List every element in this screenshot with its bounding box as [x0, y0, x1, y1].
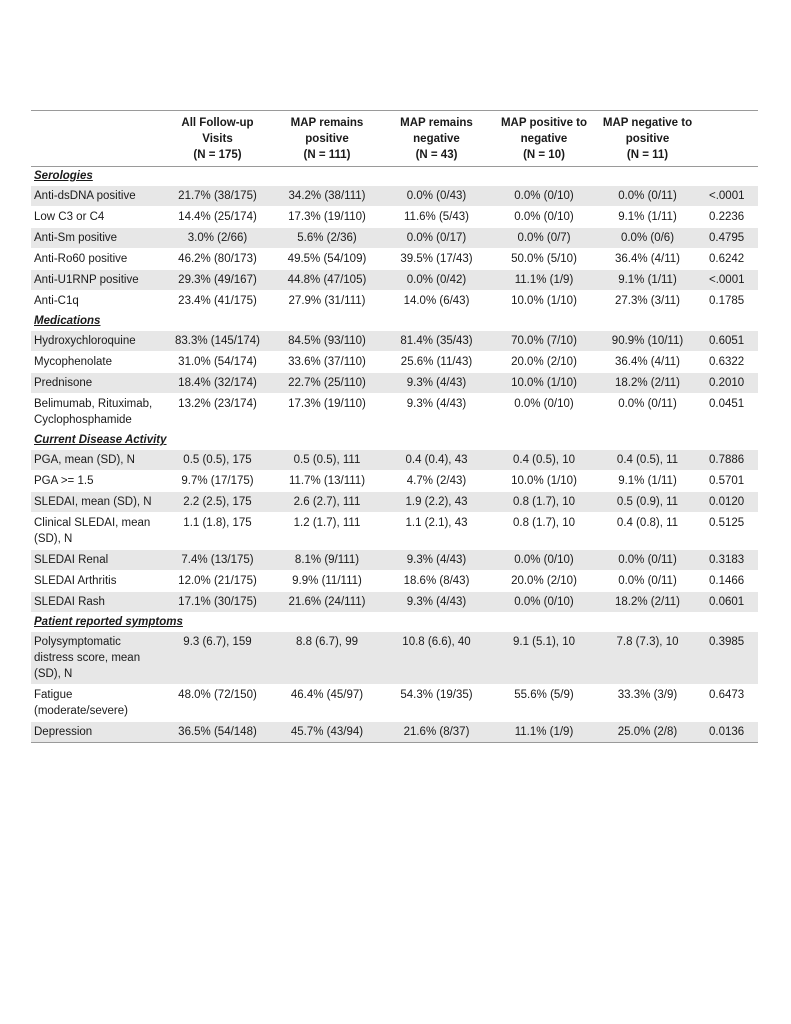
- row-label: Mycophenolate: [34, 356, 112, 368]
- row-label: Belimumab, Rituximab, Cyclophosphamide: [34, 398, 153, 426]
- table-cell-col-5: 90.9% (10/11): [598, 331, 697, 352]
- table-cell-col-3: 39.5% (17/43): [400, 253, 473, 265]
- table-cell-col-4: 0.0% (0/10): [490, 592, 598, 613]
- table-cell-col-2: 46.4% (45/97): [290, 689, 364, 701]
- table-cell-col-5: 9.1% (1/11): [618, 211, 677, 223]
- table-cell-col-5: 25.0% (2/8): [598, 722, 697, 743]
- column-header-line: negative: [520, 133, 568, 145]
- table-row: [31, 352, 758, 373]
- table-cell-col-2: 33.6% (37/110): [288, 356, 366, 368]
- p-value-cell: 0.0451: [709, 398, 745, 410]
- table-cell-col-3: 9.3% (4/43): [383, 373, 490, 394]
- table-cell-col-4: 20.0% (2/10): [511, 575, 577, 587]
- table-cell-col-4: 11.1% (1/9): [490, 722, 598, 743]
- column-header-5: [598, 111, 697, 167]
- row-label: Prednisone: [31, 373, 164, 394]
- table-row: [31, 331, 758, 352]
- column-header-line: Visits: [202, 133, 233, 145]
- column-header-2: [271, 111, 383, 167]
- table-cell-col-4: 10.0% (1/10): [490, 373, 598, 394]
- table-row: [31, 373, 758, 394]
- table-cell-col-5: 36.4% (4/11): [615, 356, 680, 368]
- table-cell-col-2: 84.5% (93/110): [271, 331, 383, 352]
- table-cell-col-2: 1.2 (1.7), 111: [293, 517, 361, 529]
- table-cell-col-3: 1.9 (2.2), 43: [383, 492, 490, 513]
- column-header-line: MAP remains: [290, 117, 364, 129]
- table-cell-col-5: 0.5 (0.9), 11: [598, 492, 697, 513]
- table-cell-col-1: 1.1 (1.8), 175: [183, 517, 252, 529]
- column-header-line: MAP negative to: [602, 117, 693, 129]
- table-cell-col-4: 0.0% (0/10): [514, 211, 574, 223]
- table-cell-col-4: 55.6% (5/9): [514, 689, 574, 701]
- table-cell-col-5: 0.0% (0/11): [598, 186, 697, 207]
- table-cell-col-3: 1.1 (2.1), 43: [405, 517, 468, 529]
- table-row: [31, 249, 758, 270]
- table-cell-col-3: 0.0% (0/43): [383, 186, 490, 207]
- column-header-line: negative: [413, 133, 460, 145]
- row-label: Fatigue (moderate/severe): [34, 689, 128, 717]
- p-value-cell: 0.5125: [709, 517, 745, 529]
- table-cell-col-1: 2.2 (2.5), 175: [164, 492, 271, 513]
- table-row: [31, 186, 758, 207]
- table-cell-col-5: 0.0% (0/11): [598, 550, 697, 571]
- column-header-line: MAP remains: [400, 117, 473, 129]
- table-row: [31, 394, 758, 431]
- p-value-cell: 0.2236: [709, 211, 745, 223]
- table-cell-col-1: 17.1% (30/175): [164, 592, 271, 613]
- results-table-container: [31, 110, 758, 743]
- row-label: SLEDAI Rash: [31, 592, 164, 613]
- table-cell-col-2: 27.9% (31/111): [288, 295, 366, 307]
- table-cell-col-1: 3.0% (2/66): [164, 228, 271, 249]
- table-cell-col-4: 20.0% (2/10): [511, 356, 577, 368]
- table-cell-col-2: 22.7% (25/110): [271, 373, 383, 394]
- table-cell-col-5: 9.1% (1/11): [598, 270, 697, 291]
- p-value-cell: 0.6051: [697, 331, 758, 352]
- table-cell-col-2: 21.6% (24/111): [271, 592, 383, 613]
- column-header-line: MAP positive to: [500, 117, 588, 129]
- table-cell-col-2: 5.6% (2/36): [271, 228, 383, 249]
- section-title: Medications: [34, 315, 101, 327]
- table-header: [31, 111, 758, 167]
- p-value-cell: <.0001: [697, 270, 758, 291]
- table-cell-col-3: 9.3% (4/43): [383, 550, 490, 571]
- row-label: Polysymptomatic distress score, mean (SD), N: [31, 632, 164, 685]
- table-row: [31, 685, 758, 722]
- column-header-line: (N = 175): [193, 149, 242, 161]
- table-row: [31, 471, 758, 492]
- table-cell-col-1: 83.3% (145/174): [164, 331, 271, 352]
- results-table: [31, 110, 758, 743]
- table-cell-col-1: 18.4% (32/174): [164, 373, 271, 394]
- table-cell-col-4: 0.8 (1.7), 10: [512, 517, 575, 529]
- table-cell-col-4: 0.8 (1.7), 10: [490, 492, 598, 513]
- table-row: [31, 270, 758, 291]
- table-cell-col-2: 9.9% (11/111): [292, 575, 362, 587]
- table-cell-col-3: 21.6% (8/37): [383, 722, 490, 743]
- table-cell-col-2: 2.6 (2.7), 111: [271, 492, 383, 513]
- table-cell-col-4: 70.0% (7/10): [490, 331, 598, 352]
- section-header-row: [31, 431, 758, 450]
- section-title: Serologies: [34, 170, 93, 182]
- column-header-line: positive: [305, 133, 349, 145]
- table-row: [31, 513, 758, 550]
- row-label: Anti-dsDNA positive: [31, 186, 164, 207]
- table-cell-col-1: 31.0% (54/174): [178, 356, 257, 368]
- section-header-row: [31, 167, 758, 186]
- table-row: [31, 550, 758, 571]
- table-cell-col-2: 45.7% (43/94): [271, 722, 383, 743]
- row-label: Depression: [31, 722, 164, 743]
- table-cell-col-4: 50.0% (5/10): [511, 253, 577, 265]
- table-cell-col-2: 17.3% (19/110): [288, 211, 366, 223]
- table-cell-col-2: 8.8 (6.7), 99: [271, 632, 383, 685]
- section-title: Patient reported symptoms: [34, 616, 183, 628]
- table-cell-col-4: 11.1% (1/9): [490, 270, 598, 291]
- column-header-1: [164, 111, 271, 167]
- table-row: [31, 228, 758, 249]
- table-cell-col-1: 0.5 (0.5), 175: [164, 450, 271, 471]
- table-row: [31, 291, 758, 312]
- column-header-line: (N = 10): [523, 149, 565, 161]
- table-row: [31, 632, 758, 685]
- column-header-line: (N = 111): [303, 149, 351, 161]
- table-cell-col-3: 0.0% (0/42): [383, 270, 490, 291]
- table-cell-col-5: 0.0% (0/6): [598, 228, 697, 249]
- table-row: [31, 571, 758, 592]
- table-cell-col-2: 17.3% (19/110): [288, 398, 366, 410]
- table-cell-col-3: 11.6% (5/43): [404, 211, 469, 223]
- table-cell-col-5: 7.8 (7.3), 10: [598, 632, 697, 685]
- p-value-cell: 0.3985: [697, 632, 758, 685]
- row-label: Anti-Sm positive: [31, 228, 164, 249]
- row-label: PGA, mean (SD), N: [31, 450, 164, 471]
- row-label: Hydroxychloroquine: [31, 331, 164, 352]
- table-cell-col-3: 81.4% (35/43): [383, 331, 490, 352]
- table-row: [31, 207, 758, 228]
- p-value-cell: 0.2010: [697, 373, 758, 394]
- table-cell-col-2: 34.2% (38/111): [271, 186, 383, 207]
- p-value-cell: 0.1785: [709, 295, 745, 307]
- table-cell-col-5: 0.0% (0/11): [618, 398, 677, 410]
- table-cell-col-1: 9.3 (6.7), 159: [164, 632, 271, 685]
- table-cell-col-3: 54.3% (19/35): [400, 689, 473, 701]
- table-cell-col-3: 18.6% (8/43): [403, 575, 470, 587]
- column-header-3: [383, 111, 490, 167]
- column-header-line: (N = 11): [626, 149, 669, 161]
- column-header-4: [490, 111, 598, 167]
- table-body: [31, 167, 758, 743]
- row-label: Low C3 or C4: [34, 211, 105, 223]
- table-cell-col-3: 10.8 (6.6), 40: [383, 632, 490, 685]
- row-label: SLEDAI Arthritis: [34, 575, 117, 587]
- table-cell-col-3: 4.7% (2/43): [406, 475, 467, 487]
- p-value-cell: 0.5701: [709, 475, 745, 487]
- table-cell-col-5: 0.4 (0.8), 11: [616, 517, 679, 529]
- table-row: [31, 592, 758, 613]
- table-cell-col-1: 12.0% (21/175): [178, 575, 257, 587]
- section-title: Current Disease Activity: [34, 434, 167, 446]
- column-header-line: (N = 43): [415, 149, 458, 161]
- table-cell-col-1: 13.2% (23/174): [178, 398, 257, 410]
- table-cell-col-1: 7.4% (13/175): [164, 550, 271, 571]
- p-value-cell: 0.7886: [697, 450, 758, 471]
- p-value-cell: 0.0120: [697, 492, 758, 513]
- row-label: Clinical SLEDAI, mean (SD), N: [34, 517, 151, 545]
- p-value-cell: <.0001: [697, 186, 758, 207]
- table-cell-col-5: 33.3% (3/9): [617, 689, 678, 701]
- section-header-row: [31, 613, 758, 632]
- table-cell-col-3: 25.6% (11/43): [400, 356, 473, 368]
- row-label: SLEDAI Renal: [31, 550, 164, 571]
- column-header-0: [31, 111, 164, 167]
- table-cell-col-5: 36.4% (4/11): [615, 253, 680, 265]
- p-value-cell: 0.6322: [709, 356, 745, 368]
- table-cell-col-4: 0.4 (0.5), 10: [490, 450, 598, 471]
- table-cell-col-4: 0.0% (0/10): [490, 550, 598, 571]
- table-cell-col-5: 0.4 (0.5), 11: [598, 450, 697, 471]
- table-row: [31, 722, 758, 743]
- table-cell-col-1: 29.3% (49/167): [164, 270, 271, 291]
- table-cell-col-5: 18.2% (2/11): [598, 373, 697, 394]
- column-header-line: All Follow-up: [181, 117, 254, 129]
- table-cell-col-4: 10.0% (1/10): [511, 475, 577, 487]
- row-label: SLEDAI, mean (SD), N: [31, 492, 164, 513]
- table-cell-col-1: 48.0% (72/150): [178, 689, 257, 701]
- table-cell-col-5: 0.0% (0/11): [618, 575, 677, 587]
- row-label: Anti-C1q: [34, 295, 79, 307]
- row-label: Anti-Ro60 positive: [34, 253, 128, 265]
- p-value-cell: 0.1466: [709, 575, 745, 587]
- table-cell-col-1: 23.4% (41/175): [178, 295, 257, 307]
- table-cell-col-3: 9.3% (4/43): [383, 592, 490, 613]
- p-value-cell: 0.0136: [697, 722, 758, 743]
- p-value-cell: 0.0601: [697, 592, 758, 613]
- table-cell-col-3: 9.3% (4/43): [406, 398, 467, 410]
- table-cell-col-2: 8.1% (9/111): [271, 550, 383, 571]
- table-cell-col-1: 36.5% (54/148): [164, 722, 271, 743]
- table-row: [31, 492, 758, 513]
- table-cell-col-1: 14.4% (25/174): [178, 211, 257, 223]
- table-cell-col-4: 0.0% (0/10): [514, 398, 574, 410]
- row-label: Anti-U1RNP positive: [31, 270, 164, 291]
- table-cell-col-3: 0.4 (0.4), 43: [383, 450, 490, 471]
- row-label: PGA >= 1.5: [34, 475, 94, 487]
- p-value-cell: 0.6242: [709, 253, 745, 265]
- table-cell-col-5: 18.2% (2/11): [598, 592, 697, 613]
- table-cell-col-2: 0.5 (0.5), 111: [271, 450, 383, 471]
- table-cell-col-5: 9.1% (1/11): [618, 475, 677, 487]
- table-cell-col-1: 9.7% (17/175): [181, 475, 254, 487]
- p-value-cell: 0.4795: [697, 228, 758, 249]
- table-cell-col-4: 10.0% (1/10): [511, 295, 577, 307]
- table-cell-col-2: 44.8% (47/105): [271, 270, 383, 291]
- table-cell-col-1: 46.2% (80/173): [178, 253, 257, 265]
- p-value-cell: 0.6473: [709, 689, 745, 701]
- p-value-cell: 0.3183: [697, 550, 758, 571]
- table-cell-col-3: 14.0% (6/43): [403, 295, 470, 307]
- section-header-row: [31, 312, 758, 331]
- table-cell-col-4: 0.0% (0/7): [490, 228, 598, 249]
- table-cell-col-5: 27.3% (3/11): [615, 295, 680, 307]
- table-cell-col-4: 0.0% (0/10): [490, 186, 598, 207]
- table-cell-col-2: 11.7% (13/111): [288, 475, 366, 487]
- table-cell-col-3: 0.0% (0/17): [383, 228, 490, 249]
- column-header-6: [697, 111, 758, 167]
- table-cell-col-2: 49.5% (54/109): [287, 253, 367, 265]
- table-cell-col-4: 9.1 (5.1), 10: [490, 632, 598, 685]
- header-row: [31, 111, 758, 167]
- table-row: [31, 450, 758, 471]
- column-header-line: positive: [625, 133, 670, 145]
- table-cell-col-1: 21.7% (38/175): [164, 186, 271, 207]
